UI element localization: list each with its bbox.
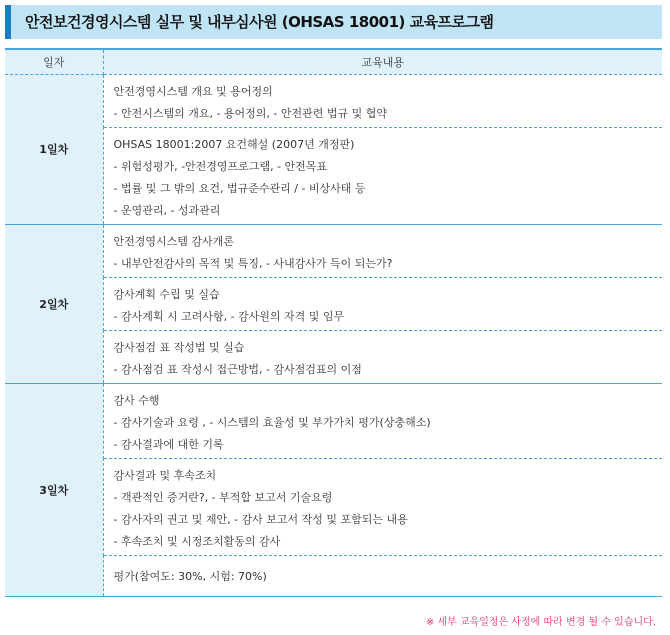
content-line: - 후속조치 및 시정조치활동의 감사 — [113, 534, 281, 548]
content-line: 안전경영시스템 개요 및 용어정의 — [113, 84, 273, 98]
table-header-row — [5, 49, 662, 74]
content-line: - 내부안전감사의 목적 및 특징, - 사내감사가 득이 되는가? — [113, 256, 393, 270]
page-title: 안전보건경영시스템 실무 및 내부심사원 (OHSAS 18001) 교육프로그램 — [25, 13, 494, 31]
content-block — [103, 330, 662, 383]
content-line: 감사 수행 — [113, 393, 160, 407]
day-label: 2일차 — [5, 224, 103, 383]
header-content: 교육내용 — [103, 49, 662, 74]
footnote: ※ 세부 교육일정은 사정에 따라 변경 될 수 있습니다. — [425, 617, 656, 628]
day-label: 1일차 — [5, 74, 103, 224]
content-line: - 감사결과에 대한 기록 — [113, 437, 224, 451]
content-block — [103, 555, 662, 596]
content-block — [103, 383, 662, 458]
content-line: OHSAS 18001:2007 요건해설 (2007년 개정판) — [113, 137, 355, 151]
content-line: - 운영관리, - 성과관리 — [113, 203, 221, 217]
content-line: - 감사계획 시 고려사항, - 감사원의 자격 및 임무 — [113, 309, 345, 323]
table-row — [5, 277, 662, 330]
content-line: - 안전시스템의 개요, - 용어정의, - 안전관련 법규 및 협약 — [113, 106, 388, 120]
table-row — [5, 127, 662, 224]
day-label: 3일차 — [5, 383, 103, 596]
content-line: 안전경영시스템 감사개론 — [113, 234, 234, 248]
content-line: 감사점검 표 작성법 및 실습 — [113, 340, 245, 354]
table-row — [5, 458, 662, 555]
content-line: - 객관적인 증거란?, - 부적합 보고서 기술요령 — [113, 490, 333, 504]
content-line: - 법률 및 그 밖의 요건, 법규준수관리 / - 비상사태 등 — [113, 181, 366, 195]
table-row — [5, 74, 662, 127]
content-block — [103, 224, 662, 277]
content-line: - 감사기술과 요령 , - 시스템의 효율성 및 부가가치 평가(상충해소) — [113, 415, 431, 429]
content-block — [103, 74, 662, 127]
content-line: - 감사점검 표 작성시 접근방법, - 감사점검표의 이점 — [113, 362, 362, 376]
content-line: 감사결과 및 후속조치 — [113, 468, 217, 482]
title-bar — [5, 5, 662, 39]
content-line: - 감사자의 권고 및 제안, - 감사 보고서 작성 및 포함되는 내용 — [113, 512, 408, 526]
header-day: 일자 — [5, 49, 103, 74]
content-block — [103, 127, 662, 224]
content-line: 평가(참여도: 30%, 시험: 70%) — [113, 569, 267, 583]
table-row — [5, 383, 662, 458]
table-row — [5, 224, 662, 277]
content-block — [103, 277, 662, 330]
table-row — [5, 330, 662, 383]
content-line: - 위험성평가, -안전경영프로그램, - 안전목표 — [113, 159, 328, 173]
schedule-table — [5, 48, 662, 597]
table-row — [5, 555, 662, 596]
content-line: 감사계획 수립 및 실습 — [113, 287, 220, 301]
content-block — [103, 458, 662, 555]
